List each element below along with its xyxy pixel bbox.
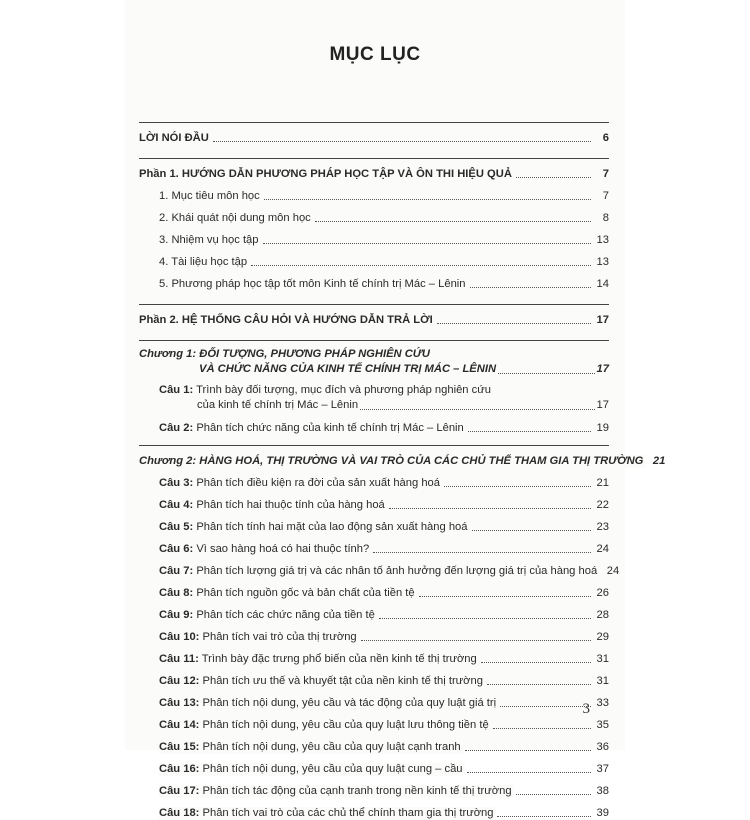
entry-page: 38 bbox=[596, 785, 609, 797]
page-title: MỤC LỤC bbox=[329, 44, 421, 65]
entry-text: Phân tích chức năng của kinh tế chính trị Mác – Lênin bbox=[196, 422, 464, 434]
toc-entry-part2[interactable] bbox=[139, 305, 609, 327]
entry-page: 17 bbox=[596, 314, 609, 326]
toc-entry[interactable] bbox=[139, 225, 609, 247]
dot-leader bbox=[465, 750, 591, 751]
question-label: Câu 10: bbox=[159, 631, 200, 643]
divider bbox=[139, 340, 609, 341]
dot-leader bbox=[500, 706, 591, 707]
dot-leader bbox=[315, 221, 591, 222]
entry-text: 2. Khái quát nội dung môn học bbox=[159, 212, 311, 224]
entry-text: Phân tích các chức năng của tiền tệ bbox=[196, 609, 375, 621]
toc-entry-question[interactable] bbox=[139, 534, 609, 556]
chapter2-question-list bbox=[139, 468, 620, 820]
entry-page: 13 bbox=[596, 256, 609, 268]
question-label: Câu 14: bbox=[159, 719, 200, 731]
entry-page: 22 bbox=[596, 499, 609, 511]
dot-leader bbox=[493, 728, 591, 729]
entry-text: Phân tích ưu thế và khuyết tật của nền kinh tế thị trường bbox=[202, 675, 483, 687]
entry-text: Phân tích vai trò của thị trường bbox=[202, 631, 357, 643]
table-of-contents bbox=[139, 118, 666, 820]
dot-leader bbox=[481, 662, 591, 663]
entry-text: Phân tích điều kiện ra đời của sản xuất hàng hoá bbox=[196, 477, 440, 489]
entry-page: 8 bbox=[602, 212, 609, 224]
entry-page: 19 bbox=[596, 422, 609, 434]
dot-leader bbox=[264, 199, 591, 200]
question-label: Câu 13: bbox=[159, 697, 200, 709]
question-label: Câu 16: bbox=[159, 763, 200, 775]
toc-entry-question[interactable] bbox=[139, 622, 609, 644]
entry-text: 5. Phương pháp học tập tốt môn Kinh tế chính trị Mác – Lênin bbox=[159, 278, 466, 290]
entry-text-line2: của kinh tế chính trị Mác – Lênin bbox=[197, 399, 359, 411]
toc-entry-question[interactable] bbox=[139, 556, 620, 578]
entry-text: Trình bày đối tượng, mục đích và phương pháp nghiên cứu bbox=[196, 384, 491, 396]
dot-leader bbox=[498, 373, 595, 374]
toc-entry-part1[interactable] bbox=[139, 159, 609, 181]
entry-page: 37 bbox=[596, 763, 609, 775]
toc-entry-question[interactable] bbox=[139, 383, 609, 413]
question-label: Câu 9: bbox=[159, 609, 194, 621]
toc-entry-chapter2[interactable] bbox=[139, 446, 666, 468]
dot-leader bbox=[444, 486, 591, 487]
entry-page: 7 bbox=[602, 190, 609, 202]
dot-leader bbox=[467, 772, 591, 773]
toc-entry-question[interactable] bbox=[139, 413, 609, 435]
dot-leader bbox=[263, 243, 592, 244]
entry-text: Phần 1. HƯỚNG DẪN PHƯƠNG PHÁP HỌC TẬP VÀ ÔN THI HIỆU QUẢ bbox=[139, 168, 512, 180]
entry-page: 33 bbox=[596, 697, 609, 709]
question-label: Câu 15: bbox=[159, 741, 200, 753]
entry-page: 28 bbox=[596, 609, 609, 621]
entry-text: Phần 2. HỆ THỐNG CÂU HỎI VÀ HƯỚNG DẪN TRẢ LỜI bbox=[139, 314, 433, 326]
entry-page: 21 bbox=[596, 477, 609, 489]
toc-entry-question[interactable] bbox=[139, 644, 609, 666]
entry-page: 23 bbox=[596, 521, 609, 533]
entry-page: 17 bbox=[596, 363, 609, 375]
toc-entry-question[interactable] bbox=[139, 688, 609, 710]
toc-entry[interactable] bbox=[139, 181, 609, 203]
dot-leader bbox=[379, 618, 591, 619]
entry-text: Trình bày đặc trưng phổ biến của nền kinh tế thị trường bbox=[201, 653, 477, 665]
dot-leader bbox=[487, 684, 591, 685]
question-label: Câu 2: bbox=[159, 422, 194, 434]
book-page bbox=[125, 0, 666, 819]
entry-page: 31 bbox=[596, 653, 609, 665]
toc-entry-question[interactable] bbox=[139, 732, 609, 754]
toc-entry-question[interactable] bbox=[139, 776, 609, 798]
dot-leader bbox=[437, 323, 591, 324]
question-label: Câu 1: bbox=[159, 384, 194, 396]
entry-text: 4. Tài liệu học tập bbox=[159, 256, 248, 268]
dot-leader bbox=[516, 794, 591, 795]
toc-entry-intro[interactable] bbox=[139, 123, 609, 145]
dot-leader bbox=[468, 431, 591, 432]
entry-text: Phân tích vai trò của các chủ thể chính tham gia thị trường bbox=[202, 807, 494, 819]
toc-entry[interactable] bbox=[139, 247, 609, 269]
entry-text: Phân tích nội dung, yêu cầu và tác động của quy luật giá trị bbox=[202, 697, 497, 709]
entry-page: 6 bbox=[602, 132, 609, 144]
question-label: Câu 11: bbox=[159, 653, 199, 665]
dot-leader bbox=[419, 596, 591, 597]
entry-text: Phân tích nội dung, yêu cầu của quy luật lưu thông tiền tệ bbox=[202, 719, 489, 731]
toc-entry-question[interactable] bbox=[139, 578, 609, 600]
entry-text: Chương 2: HÀNG HOÁ, THỊ TRƯỜNG VÀ VAI TRÒ CỦA CÁC CHỦ THỂ THAM GIA THỊ TRƯỜNG bbox=[139, 455, 644, 467]
entry-page: 24 bbox=[606, 565, 620, 577]
entry-page: 13 bbox=[596, 234, 609, 246]
entry-text: 1. Mục tiêu môn học bbox=[159, 190, 260, 202]
toc-entry-question[interactable] bbox=[139, 468, 609, 490]
question-label: Câu 6: bbox=[159, 543, 194, 555]
entry-page: 24 bbox=[596, 543, 609, 555]
entry-text: Phân tích nội dung, yêu cầu của quy luật cung – cầu bbox=[202, 763, 463, 775]
toc-entry-question[interactable] bbox=[139, 490, 609, 512]
entry-page: 39 bbox=[596, 807, 609, 819]
entry-page: 29 bbox=[596, 631, 609, 643]
toc-entry-question[interactable] bbox=[139, 512, 609, 534]
question-label: Câu 3: bbox=[159, 477, 194, 489]
question-label: Câu 7: bbox=[159, 565, 194, 577]
toc-entry[interactable] bbox=[139, 203, 609, 225]
chapter-title-line2: VÀ CHỨC NĂNG CỦA KINH TẾ CHÍNH TRỊ MÁC – LÊNIN bbox=[139, 362, 496, 377]
dot-leader bbox=[213, 141, 591, 142]
page-number: 3 bbox=[582, 701, 590, 717]
entry-text: 3. Nhiệm vụ học tập bbox=[159, 234, 259, 246]
question-label: Câu 8: bbox=[159, 587, 194, 599]
entry-text: Phân tích nội dung, yêu cầu của quy luật cạnh tranh bbox=[202, 741, 461, 753]
toc-entry-question[interactable] bbox=[139, 798, 609, 820]
dot-leader bbox=[373, 552, 591, 553]
entry-page: 35 bbox=[596, 719, 609, 731]
entry-page: 17 bbox=[596, 399, 609, 411]
toc-entry-question[interactable] bbox=[139, 710, 609, 732]
toc-entry-question[interactable] bbox=[139, 600, 609, 622]
entry-page: 36 bbox=[596, 741, 609, 753]
entry-text: Phân tích nguồn gốc và bản chất của tiền tệ bbox=[196, 587, 415, 599]
entry-text: LỜI NÓI ĐẦU bbox=[139, 132, 209, 144]
dot-leader bbox=[361, 640, 591, 641]
question-label: Câu 5: bbox=[159, 521, 194, 533]
entry-text: Phân tích lượng giá trị và các nhân tố ảnh hưởng đến lượng giá trị của hàng hoá bbox=[196, 565, 598, 577]
entry-page: 21 bbox=[652, 455, 666, 467]
dot-leader bbox=[470, 287, 591, 288]
question-label: Câu 17: bbox=[159, 785, 200, 797]
dot-leader bbox=[389, 508, 591, 509]
toc-entry-chapter1[interactable] bbox=[139, 347, 609, 377]
question-label: Câu 4: bbox=[159, 499, 194, 511]
entry-page: 7 bbox=[602, 168, 609, 180]
entry-text: Phân tích tính hai mặt của lao động sản xuất hàng hoá bbox=[196, 521, 468, 533]
entry-page: 14 bbox=[596, 278, 609, 290]
question-label: Câu 12: bbox=[159, 675, 200, 687]
entry-text: Vì sao hàng hoá có hai thuộc tính? bbox=[196, 543, 370, 555]
dot-leader bbox=[472, 530, 592, 531]
entry-text: Phân tích tác động của cạnh tranh trong nền kinh tế thị trường bbox=[202, 785, 512, 797]
question-label: Câu 18: bbox=[159, 807, 200, 819]
dot-leader bbox=[360, 409, 594, 410]
chapter-title-line1: Chương 1: ĐỐI TƯỢNG, PHƯƠNG PHÁP NGHIÊN CỨU bbox=[139, 348, 430, 360]
toc-entry-question[interactable] bbox=[139, 754, 609, 776]
entry-page: 26 bbox=[596, 587, 609, 599]
toc-entry[interactable] bbox=[139, 269, 609, 291]
dot-leader bbox=[497, 816, 591, 817]
entry-text: Phân tích hai thuộc tính của hàng hoá bbox=[196, 499, 385, 511]
toc-entry-question[interactable] bbox=[139, 666, 609, 688]
dot-leader bbox=[251, 265, 591, 266]
entry-page: 31 bbox=[596, 675, 609, 687]
dot-leader bbox=[516, 177, 591, 178]
